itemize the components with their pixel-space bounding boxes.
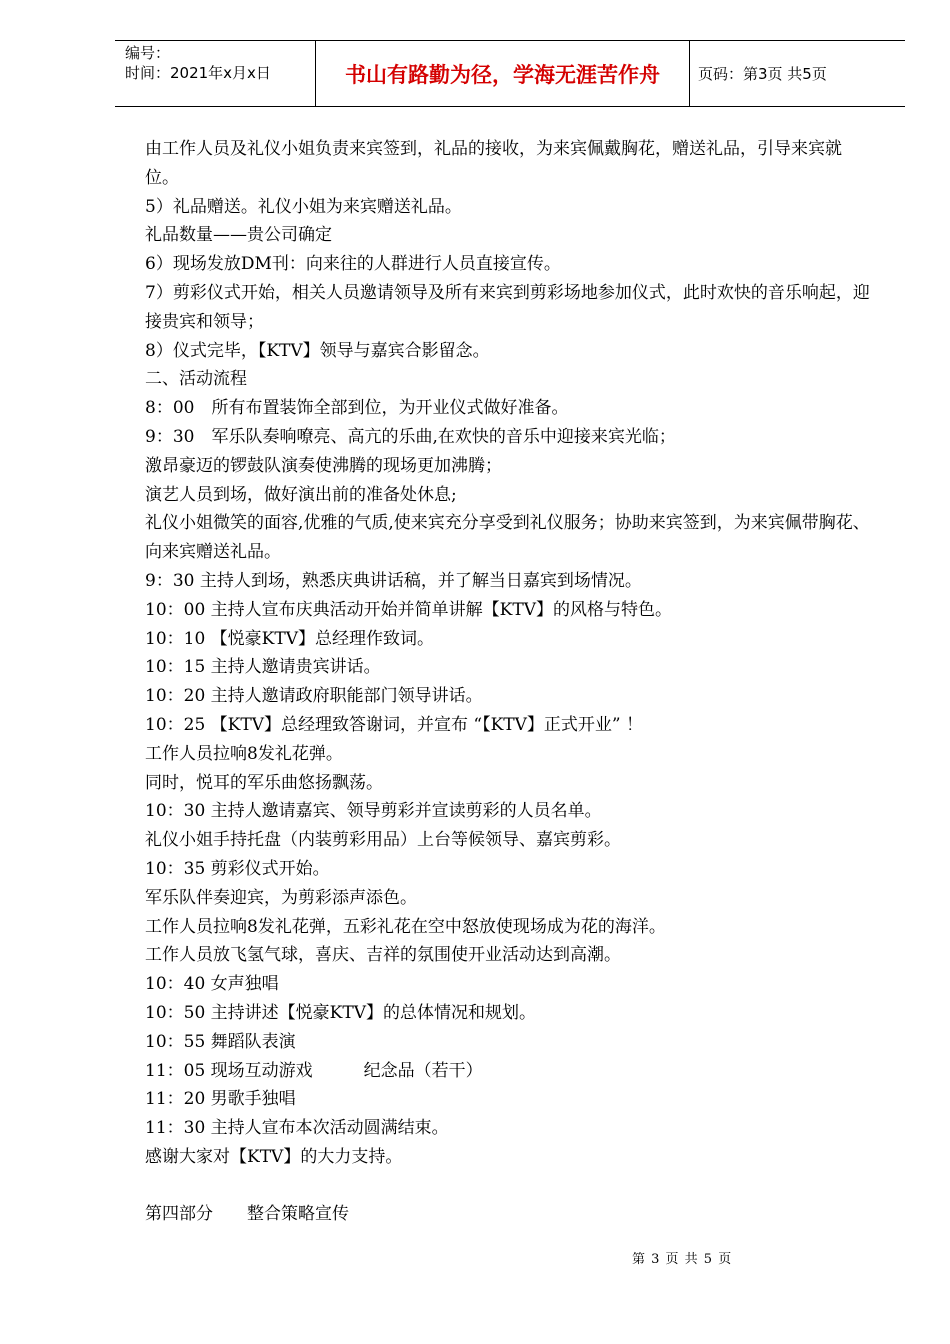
section-heading: 二、活动流程 — [145, 369, 247, 390]
schedule-item: 8：00 所有布置装饰全部到位，为开业仪式做好准备。 — [145, 398, 569, 419]
schedule-item: 10：10 【悦豪KTV】总经理作致词。 — [145, 628, 434, 649]
page-header — [115, 40, 905, 107]
schedule-item: 10：30 主持人邀请嘉宾、领导剪彩并宣读剪彩的人员名单。 — [145, 801, 602, 822]
schedule-item: 10：25 【KTV】总经理致答谢词，并宣布 “【KTV】正式开业” ！ — [145, 714, 643, 735]
paragraph: 同时，悦耳的军乐曲悠扬飘荡。 — [145, 772, 383, 793]
paragraph: 8）仪式完毕，【KTV】领导与嘉宾合影留念。 — [145, 340, 490, 361]
schedule-item: 9：30 主持人到场，熟悉庆典讲话稿，并了解当日嘉宾到场情况。 — [145, 570, 642, 591]
paragraph: 6）现场发放DM刊：向来往的人群进行人员直接宣传。 — [145, 254, 561, 275]
paragraph: 工作人员放飞氢气球，喜庆、吉祥的氛围使开业活动达到高潮。 — [145, 945, 621, 966]
paragraph: 礼仪小姐手持托盘（内装剪彩用品）上台等候领导、嘉宾剪彩。 — [145, 830, 621, 851]
schedule-item: 11：30 主持人宣布本次活动圆满结束。 — [145, 1118, 449, 1139]
paragraph: 演艺人员到场，做好演出前的准备处休息; — [145, 484, 457, 505]
header-meta — [115, 41, 315, 106]
schedule-item: 10：00 主持人宣布庆典活动开始并简单讲解【KTV】的风格与特色。 — [145, 599, 672, 620]
paragraph: 军乐队伴奏迎宾，为剪彩添声添色。 — [145, 887, 417, 908]
paragraph: 工作人员拉响8发礼花弹，五彩礼花在空中怒放使现场成为花的海洋。 — [145, 916, 666, 937]
page-footer: 第 3 页 共 5 页 — [632, 1252, 733, 1267]
paragraph: 礼仪小姐微笑的面容,优雅的气质,使来宾充分享受到礼仪服务；协助来宾签到，为来宾佩带胸花、向来宾赠送礼品。 — [145, 513, 870, 563]
paragraph: 感谢大家对【KTV】的大力支持。 — [145, 1146, 403, 1167]
number-label: 编号： — [125, 44, 171, 62]
section-title: 第四部分 整合策略宣传 — [145, 1203, 349, 1224]
schedule-item: 11：05 现场互动游戏 纪念品（若干） — [145, 1060, 483, 1081]
paragraph: 由工作人员及礼仪小姐负责来宾签到，礼品的接收，为来宾佩戴胸花，赠送礼品，引导来宾就位。 — [145, 139, 842, 188]
spacer — [145, 1172, 875, 1200]
schedule-item: 10：50 主持讲述【悦豪KTV】的总体情况和规划。 — [145, 1002, 536, 1023]
document-body — [145, 135, 875, 1228]
schedule-item: 9：30 军乐队奏响嘹亮、高亢的乐曲,在欢快的音乐中迎接来宾光临； — [145, 426, 676, 447]
paragraph: 礼品数量——贵公司确定 — [145, 225, 332, 246]
time-label: 时间：2021年x月x日 — [125, 64, 271, 82]
schedule-item: 10：40 女声独唱 — [145, 974, 279, 995]
header-page-info: 页码：第3页 共5页 — [698, 65, 827, 83]
schedule-item: 10：15 主持人邀请贵宾讲话。 — [145, 657, 381, 678]
paragraph: 激昂豪迈的锣鼓队演奏使沸腾的现场更加沸腾； — [145, 455, 502, 476]
schedule-item: 10：20 主持人邀请政府职能部门领导讲话。 — [145, 686, 483, 707]
header-motto: 书山有路勤为径，学海无涯苦作舟 — [315, 41, 690, 106]
schedule-item: 10：35 剪彩仪式开始。 — [145, 858, 330, 879]
paragraph: 7）剪彩仪式开始，相关人员邀请领导及所有来宾到剪彩场地参加仪式，此时欢快的音乐响起，迎接贵宾和领导； — [145, 282, 870, 332]
paragraph: 工作人员拉响8发礼花弹。 — [145, 743, 343, 764]
paragraph: 5）礼品赠送。礼仪小姐为来宾赠送礼品。 — [145, 196, 462, 217]
schedule-item: 11：20 男歌手独唱 — [145, 1089, 296, 1110]
schedule-item: 10：55 舞蹈队表演 — [145, 1031, 296, 1052]
